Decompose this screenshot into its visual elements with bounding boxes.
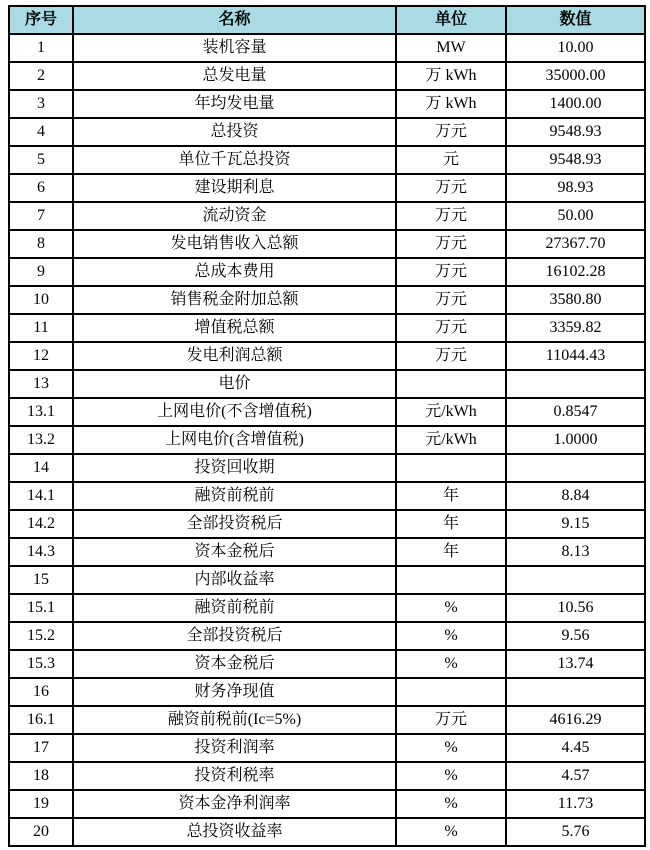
cell-unit: % [396, 594, 506, 622]
cell-value: 11.73 [506, 790, 645, 818]
table-row [9, 538, 645, 566]
cell-value: 50.00 [506, 202, 645, 230]
cell-value: 16102.28 [506, 258, 645, 286]
cell-unit: 万元 [396, 706, 506, 734]
cell-name: 财务净现值 [73, 678, 396, 706]
table-row [9, 678, 645, 706]
header-cell-unit: 单位 [396, 6, 506, 34]
table-body [9, 34, 645, 846]
table-row [9, 118, 645, 146]
cell-no: 11 [9, 314, 73, 342]
cell-no: 15.3 [9, 650, 73, 678]
table-row [9, 342, 645, 370]
table-row [9, 146, 645, 174]
cell-value: 5.76 [506, 818, 645, 846]
table-row [9, 706, 645, 734]
cell-no: 1 [9, 34, 73, 62]
cell-unit: 元 [396, 146, 506, 174]
cell-unit: 元/kWh [396, 426, 506, 454]
cell-value: 8.13 [506, 538, 645, 566]
cell-unit: MW [396, 34, 506, 62]
table-row [9, 566, 645, 594]
cell-name: 融资前税前(Ic=5%) [73, 706, 396, 734]
cell-no: 3 [9, 90, 73, 118]
cell-unit: % [396, 818, 506, 846]
cell-name: 资本金净利润率 [73, 790, 396, 818]
cell-value: 11044.43 [506, 342, 645, 370]
cell-value: 4616.29 [506, 706, 645, 734]
cell-name: 单位千瓦总投资 [73, 146, 396, 174]
cell-no: 19 [9, 790, 73, 818]
cell-no: 10 [9, 286, 73, 314]
cell-value [506, 454, 645, 482]
cell-unit: 万元 [396, 286, 506, 314]
cell-no: 14.1 [9, 482, 73, 510]
cell-unit: 年 [396, 510, 506, 538]
cell-unit: 年 [396, 482, 506, 510]
cell-no: 18 [9, 762, 73, 790]
cell-value: 1.0000 [506, 426, 645, 454]
cell-unit: 万 kWh [396, 62, 506, 90]
table-row [9, 650, 645, 678]
cell-no: 14 [9, 454, 73, 482]
cell-no: 12 [9, 342, 73, 370]
table-row [9, 62, 645, 90]
table-row [9, 34, 645, 62]
cell-name: 发电销售收入总额 [73, 230, 396, 258]
table-row [9, 258, 645, 286]
table-row [9, 174, 645, 202]
table-row [9, 762, 645, 790]
cell-name: 总成本费用 [73, 258, 396, 286]
cell-name: 融资前税前 [73, 482, 396, 510]
cell-no: 14.2 [9, 510, 73, 538]
cell-name: 流动资金 [73, 202, 396, 230]
cell-no: 20 [9, 818, 73, 846]
table-row [9, 398, 645, 426]
cell-name: 建设期利息 [73, 174, 396, 202]
cell-name: 销售税金附加总额 [73, 286, 396, 314]
cell-value [506, 566, 645, 594]
cell-name: 总投资收益率 [73, 818, 396, 846]
cell-value: 9548.93 [506, 146, 645, 174]
table-row [9, 286, 645, 314]
cell-unit [396, 370, 506, 398]
cell-name: 资本金税后 [73, 538, 396, 566]
cell-no: 17 [9, 734, 73, 762]
cell-no: 9 [9, 258, 73, 286]
cell-unit: % [396, 734, 506, 762]
cell-no: 13.2 [9, 426, 73, 454]
cell-no: 15.2 [9, 622, 73, 650]
cell-name: 总投资 [73, 118, 396, 146]
cell-value: 8.84 [506, 482, 645, 510]
cell-unit: % [396, 650, 506, 678]
cell-value: 9548.93 [506, 118, 645, 146]
cell-no: 2 [9, 62, 73, 90]
cell-value: 27367.70 [506, 230, 645, 258]
cell-value: 9.15 [506, 510, 645, 538]
cell-unit: 万元 [396, 174, 506, 202]
cell-unit [396, 454, 506, 482]
cell-no: 8 [9, 230, 73, 258]
header-cell-name: 名称 [73, 6, 396, 34]
header-cell-value: 数值 [506, 6, 645, 34]
table-row [9, 510, 645, 538]
cell-value: 10.56 [506, 594, 645, 622]
table-row [9, 482, 645, 510]
cell-unit: 万元 [396, 202, 506, 230]
cell-name: 投资利润率 [73, 734, 396, 762]
table-row [9, 202, 645, 230]
cell-name: 年均发电量 [73, 90, 396, 118]
cell-value: 3359.82 [506, 314, 645, 342]
cell-value: 0.8547 [506, 398, 645, 426]
cell-unit: 年 [396, 538, 506, 566]
cell-name: 资本金税后 [73, 650, 396, 678]
cell-unit: 万元 [396, 314, 506, 342]
cell-name: 融资前税前 [73, 594, 396, 622]
cell-name: 投资利税率 [73, 762, 396, 790]
cell-unit [396, 566, 506, 594]
cell-unit: % [396, 790, 506, 818]
cell-unit: 万元 [396, 230, 506, 258]
cell-name: 投资回收期 [73, 454, 396, 482]
cell-name: 电价 [73, 370, 396, 398]
cell-unit [396, 678, 506, 706]
cell-unit: 元/kWh [396, 398, 506, 426]
cell-unit: 万元 [396, 258, 506, 286]
cell-value: 3580.80 [506, 286, 645, 314]
table-row [9, 734, 645, 762]
cell-value: 9.56 [506, 622, 645, 650]
cell-value: 1400.00 [506, 90, 645, 118]
cell-name: 总发电量 [73, 62, 396, 90]
cell-name: 增值税总额 [73, 314, 396, 342]
table-row [9, 818, 645, 846]
cell-no: 13.1 [9, 398, 73, 426]
cell-name: 上网电价(不含增值税) [73, 398, 396, 426]
cell-unit: % [396, 622, 506, 650]
cell-name: 全部投资税后 [73, 622, 396, 650]
table-row [9, 454, 645, 482]
table-row [9, 370, 645, 398]
cell-no: 16.1 [9, 706, 73, 734]
cell-name: 上网电价(含增值税) [73, 426, 396, 454]
table-row [9, 594, 645, 622]
cell-name: 内部收益率 [73, 566, 396, 594]
cell-no: 4 [9, 118, 73, 146]
cell-name: 全部投资税后 [73, 510, 396, 538]
cell-unit: % [396, 762, 506, 790]
table-row [9, 230, 645, 258]
cell-no: 16 [9, 678, 73, 706]
cell-value: 10.00 [506, 34, 645, 62]
cell-no: 13 [9, 370, 73, 398]
cell-no: 15 [9, 566, 73, 594]
cell-no: 14.3 [9, 538, 73, 566]
header-cell-no: 序号 [9, 6, 73, 34]
table-row [9, 314, 645, 342]
cell-value [506, 370, 645, 398]
cell-name: 发电利润总额 [73, 342, 396, 370]
cell-unit: 万 kWh [396, 90, 506, 118]
table-header [9, 6, 645, 34]
table-row [9, 426, 645, 454]
financial-summary-table [8, 5, 646, 847]
cell-name: 装机容量 [73, 34, 396, 62]
cell-value: 4.57 [506, 762, 645, 790]
cell-no: 6 [9, 174, 73, 202]
table-row [9, 622, 645, 650]
header-row [9, 6, 645, 34]
cell-unit: 万元 [396, 342, 506, 370]
cell-no: 5 [9, 146, 73, 174]
cell-value: 13.74 [506, 650, 645, 678]
cell-value: 4.45 [506, 734, 645, 762]
table-row [9, 90, 645, 118]
cell-value: 35000.00 [506, 62, 645, 90]
cell-unit: 万元 [396, 118, 506, 146]
cell-no: 15.1 [9, 594, 73, 622]
cell-value [506, 678, 645, 706]
cell-no: 7 [9, 202, 73, 230]
cell-value: 98.93 [506, 174, 645, 202]
table-row [9, 790, 645, 818]
